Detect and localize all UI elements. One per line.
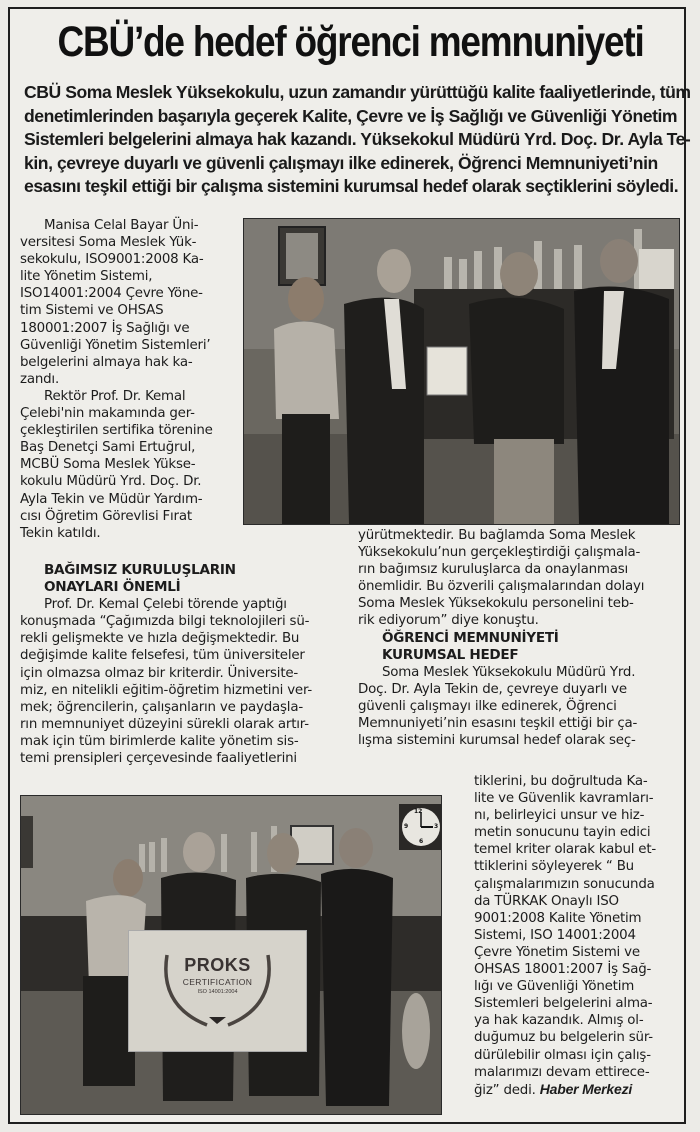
article-lead (24, 81, 691, 199)
body-line: nı, belirleyici unsur ve hiz- (474, 808, 645, 824)
lead-line: Sistemleri belgelerini almaya hak kazandı. Yüksekokul Müdürü Yrd. Doç. Dr. Ayla Te- (24, 129, 691, 150)
body-line: Tekin katıldı. (20, 525, 101, 541)
body-line: ISO14001:2004 Çevre Yöne- (20, 286, 203, 302)
body-line: kokulu Müdürü Yrd. Doç. Dr. (20, 474, 202, 490)
section-heading: KURUMSAL HEDEF (382, 646, 519, 663)
body-line: Güvenliği Yönetim Sistemleri’ (20, 337, 211, 353)
body-line: tim Sistemi ve OHSAS (20, 303, 164, 319)
body-line: lığı ve Güvenliği Yönetim (474, 979, 635, 995)
clock-numeral-9: 9 (404, 823, 409, 830)
body-line: için olmazsa olmaz bir kriterdir. Üniversite- (20, 665, 299, 681)
byline: Haber Merkezi (539, 1080, 633, 1097)
body-line: Ayla Tekin ve Müdür Yardım- (20, 491, 203, 507)
body-line: tiklerini, bu doğrultuda Ka- (474, 774, 648, 789)
body-line: Doç. Dr. Ayla Tekin de, çevreye duyarlı ve (358, 681, 627, 697)
body-line: mak için tüm birimlerde kalite yönetim sis- (20, 733, 299, 749)
body-line: temel kriter olarak kabul et- (474, 842, 657, 858)
section-bagimsiz (20, 562, 340, 767)
body-line: temi prensipleri çerçevesinde faaliyetlerini (20, 751, 297, 767)
body-line: yürütmektedir. Bu bağlamda Soma Meslek (358, 528, 636, 543)
body-line: malarımızı devam ettirece- (474, 1064, 650, 1080)
body-line: duğumuz bu belgelerin sür- (474, 1030, 653, 1046)
section-heading: ONAYLARI ÖNEMLİ (44, 579, 181, 596)
body-line: Memnuniyeti’nin esasını teşkil ettiği bir ça- (358, 716, 638, 732)
body-line: konuşmada “Çağımızda bilgi teknolojileri sü- (20, 614, 310, 630)
body-line: 180001:2007 İş Sağlığı ve (20, 320, 190, 336)
body-line: 9001:2008 Kalite Yönetim (474, 910, 642, 926)
body-line: Soma Meslek Yüksekokulu Müdürü Yrd. (382, 664, 636, 680)
clock-numeral-6: 6 (419, 838, 424, 845)
body-column-narrow (474, 773, 682, 1099)
body-line: da TÜRKAK Onaylı ISO (474, 893, 619, 909)
photo-certificate-ceremony-image (244, 219, 679, 524)
body-column-3 (358, 527, 684, 749)
section-heading: ÖĞRENCİ MEMNUNİYETİ (382, 629, 559, 646)
lead-line: denetimlerinden başarıyla geçerek Kalite, Çevre ve İş Sağlığı ve Güvenliği Yönetim (24, 105, 678, 126)
body-column-1 (20, 217, 242, 542)
body-line: zandı. (20, 371, 59, 387)
body-line: güvenli çalışmayı ilke edinerek, Öğrenci (358, 698, 617, 714)
body-line: rın memnuniyet düzeyini sürekli olarak artır- (20, 716, 309, 732)
body-line: rın bağımsız kuruluşlarca da onaylanması (358, 562, 629, 578)
body-line: dürülebilir olması için çalış- (474, 1047, 651, 1063)
body-line: Yüksekokulu’nun gerçekleştirdiği çalışmala- (358, 545, 641, 561)
body-line: ttiklerini söyleyerek “ Bu (474, 859, 634, 875)
body-line: lışma sistemini kurumsal hedef olarak seç- (358, 733, 636, 749)
lead-line: esasını teşkil ettiği bir çalışma sistemini kurumsal hedef olarak seçtiklerini söyledi. (24, 176, 679, 197)
body-line: Manisa Celal Bayar Üni- (44, 218, 199, 233)
photo-certificate-ceremony (243, 218, 680, 525)
body-line: metin sonucunu tayin edici (474, 825, 651, 841)
body-line: versitesi Soma Meslek Yük- (20, 235, 197, 251)
body-line: miz, en nitelikli eğitim-öğretim hizmetini ver- (20, 682, 313, 698)
body-line: Baş Denetçi Sami Ertuğrul, (20, 440, 196, 456)
body-line: Çevre Yönetim Sistemi ve (474, 944, 640, 960)
body-line: Soma Meslek Yüksekokulu personelini teb- (358, 596, 634, 612)
article-headline: CBÜ’de hedef öğrenci memnuniyeti (57, 18, 644, 66)
section-heading: BAĞIMSIZ KURULUŞLARIN (44, 562, 236, 578)
clock-numeral-3: 3 (434, 823, 439, 830)
body-line: cısı Öğretim Görevlisi Fırat (20, 508, 192, 524)
body-line: çalışmalarımızın sonucunda (474, 876, 655, 892)
body-line: OHSAS 18001:2007 İş Sağ- (474, 962, 652, 978)
flag-sub: CERTIFICATION (182, 977, 253, 987)
body-line: belgelerini almaya hak ka- (20, 354, 193, 370)
body-line: lite ve Güvenlik kavramları- (474, 791, 654, 807)
body-line: Sistemleri belgelerini alma- (474, 996, 653, 1012)
body-line: önemlidir. Bu özverili çalışmalarından dolayı (358, 579, 645, 595)
lead-line: kin, çevreye duyarlı ve güvenli çalışmayı ilke edinerek, Öğrenci Memnuniyeti’nin (24, 152, 658, 173)
body-line: Sistemi, ISO 14001:2004 (474, 927, 636, 943)
body-line: Çelebi'nin makamında ger- (20, 406, 195, 422)
body-line: Prof. Dr. Kemal Çelebi törende yaptığı (44, 597, 287, 613)
flag-standard: ISO 14001:2004 (197, 989, 238, 995)
body-line: Rektör Prof. Dr. Kemal (44, 388, 186, 404)
body-line: mek; öğrencilerin, çalışanların ve paydaşla- (20, 699, 303, 715)
body-line: MCBÜ Soma Meslek Yükse- (20, 457, 196, 473)
clock-numeral-12: 12 (414, 808, 423, 815)
body-line: çekleştirilen sertifika törenine (20, 423, 213, 439)
flag-brand: PROKS (184, 955, 251, 975)
body-line: rekli gelişmekte ve hızla değişmektedir. Bu (20, 631, 300, 647)
body-line: sekokulu, ISO9001:2008 Ka- (20, 252, 204, 268)
body-line: değişimde kalite felsefesi, tüm üniversiteler (20, 648, 305, 664)
body-line: rik ediyorum” diye konuştu. (358, 613, 539, 629)
body-line: lite Yönetim Sistemi, (20, 269, 153, 285)
photo-proks-flag (20, 795, 442, 1115)
closing-text: ğiz” dedi. (474, 1082, 536, 1098)
proks-flag (128, 930, 307, 1052)
body-line (474, 1081, 682, 1099)
body-line: ya hak kazandık. Almış ol- (474, 1013, 644, 1029)
lead-line: CBÜ Soma Meslek Yüksekokulu, uzun zamandır yürüttüğü kalite faaliyetlerinde, tüm (24, 82, 691, 102)
